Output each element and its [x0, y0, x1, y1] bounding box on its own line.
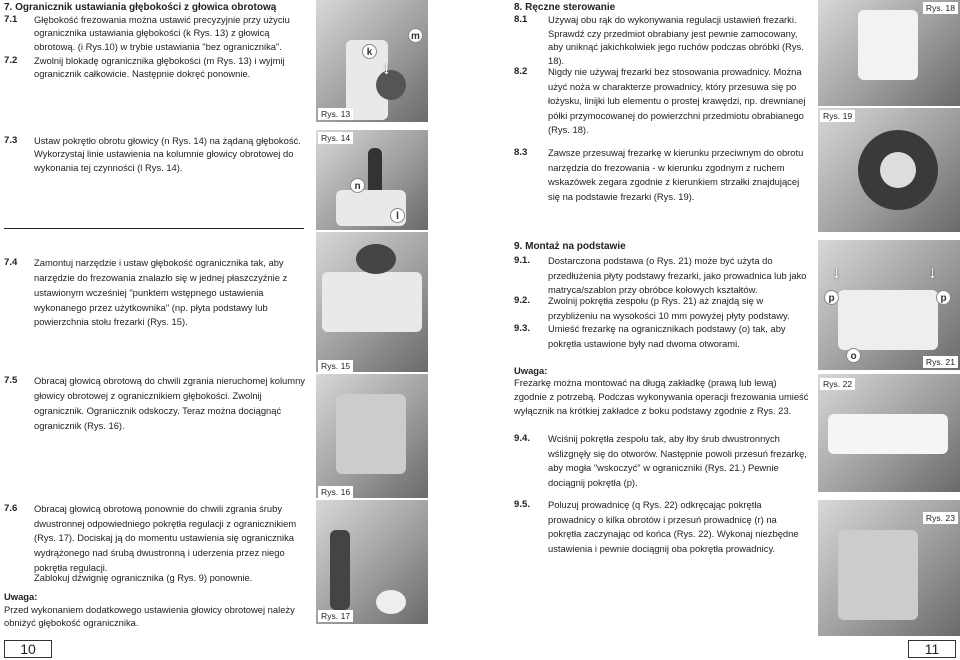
figure-caption: Rys. 23 — [923, 512, 958, 524]
step-7-4-text: Zamontuj narzędzie i ustaw głębokość ogranicznika tak, aby narzędzie do frezowania znalazło się w jednej płaszczyźnie z ustawionym wcześniej "punktem wstępnego ustawienia wykonanego przez użytkownika" (np. płyta podstawy lub powierzchnia stołu frezarki (Rys. 15). — [34, 257, 288, 328]
figure-rys-21-main — [818, 240, 960, 370]
badge-l: l — [390, 208, 405, 223]
figure-rys-15 — [316, 232, 428, 372]
step-number: 8.3 — [514, 147, 528, 158]
arrow-icon: ↓ — [928, 262, 937, 282]
badge-n: n — [350, 178, 365, 193]
section-9-title: 9. Montaż na podstawie — [514, 241, 626, 252]
step-number: 7.3 — [4, 135, 18, 146]
step-8-1-text: Używaj obu rąk do wykonywania regulacji ustawień frezarki. — [548, 14, 797, 25]
step-9-1-text: Dostarczona podstawa (o Rys. 21) może być użyta do przedłużenia płyty podstawy frezarki, jako prowadnica lub jako matryca/szablon przy obróbce kołowych kształtów. — [548, 255, 807, 296]
figure-rys-23 — [818, 500, 960, 636]
step-9-5-text: Poluzuj prowadnicę (q Rys. 22) odkręcając pokrętła prowadnicy o kilka obrotów i przesuń prowadnicę (r) na pokrętła zaczynając od końca (Rys. 22). Wykonaj niezbędne ustawienia i pewnie dociągnij oba pokrętła prowadnicy. — [548, 499, 799, 555]
badge-o: o — [846, 348, 861, 363]
step-7-3-text: Ustaw pokrętło obrotu głowicy (n Rys. 14) na żądaną głębokość. Wykorzystaj linie ustawienia na kolumnie głowicy obrotowej do wykonania tej czynności (l Rys. 14). — [34, 135, 301, 173]
step-number: 9.2. — [514, 295, 531, 306]
arrow-icon: ↓ — [832, 262, 841, 282]
step-number: 7.2 — [4, 55, 18, 66]
step-7-2-text: Zwolnij blokadę ogranicznika głębokości (m Rys. 13) i wyjmij ogranicznik całkowicie. Następnie dokręć ponownie. — [34, 55, 285, 80]
figure-caption: Rys. 16 — [318, 486, 353, 498]
figure-rys-22 — [818, 374, 960, 492]
note-label: Uwaga: — [514, 365, 548, 376]
step-9-3-text: Umieść frezarkę na ogranicznikach podstawy (o) tak, aby pokrętła ustawione były nad dwoma otworami. — [548, 323, 786, 349]
figure-caption: Rys. 19 — [820, 110, 855, 122]
step-7-1-text: Głębokość frezowania można ustawić precyzyjnie przy użyciu ogranicznika ustawiania głębokości (k Rys. 13) z głowicą obrotową. (i Rys.10) w trybie ustawiania "bez ogranicznika". — [34, 14, 290, 52]
step-7-6-text: Obracaj głowicą obrotową ponownie do chwili zgrania śruby dwustronnej odpowiedniego pokrętła regulacji z ogranicznikiem (Rys. 17). Dociskaj ją do momentu ustawienia się ogranicznika wydrążonego nad śrubą dwustronną i uderzenia przez niego pokrętła regulacji. — [34, 503, 297, 573]
figure-rys-19 — [818, 108, 960, 232]
figure-rys-16 — [316, 374, 428, 498]
figure-caption: Rys. 17 — [318, 610, 353, 622]
arrow-icon: ↓ — [382, 58, 391, 78]
step-number: 9.3. — [514, 323, 531, 334]
step-8-2-text: Nigdy nie używaj frezarki bez stosowania prowadnicy. Można użyć noża w charakterze prowadnicy, który przesuwa się po łożysku, linijki lub elementu o prostej krawędzi, np. drewnianej półki przymocowanej do powierzchni przedmiotu obrabianego (Rys. 18). — [548, 66, 806, 136]
page-number-left: 10 — [4, 640, 52, 658]
figure-rys-18 — [818, 0, 960, 106]
section-8-title: 8. Ręczne sterowanie — [514, 2, 616, 13]
step-number: 8.1 — [514, 14, 528, 25]
figure-caption: Rys. 14 — [318, 132, 353, 144]
figure-caption: Rys. 21 — [923, 356, 958, 368]
badge-p: p — [936, 290, 951, 305]
step-number: 9.4. — [514, 433, 531, 444]
step-7-5-text: Obracaj głowicą obrotową do chwili zgrania nieruchomej kolumny głowicy obrotowej z ogranicznikiem głębokości. Zwolnij ogranicznik. Ogranicznik odskoczy. Teraz można dociągnąć ogranicznik (Rys. 16). — [34, 375, 305, 431]
figure-caption: Rys. 15 — [318, 360, 353, 372]
note-label: Uwaga: — [4, 591, 38, 602]
figure-caption: Rys. 22 — [820, 378, 855, 390]
step-8-3-text: Zawsze przesuwaj frezarkę w kierunku przeciwnym do obrotu narzędzia do frezowania - w kierunku zgodnym z ruchem wskazówek zegara zgodnie z kierunkiem strzałki znajdującej się na podstawie frezarki (Rys. 19). — [548, 147, 804, 202]
step-number: 7.5 — [4, 375, 18, 386]
page-number-right: 11 — [908, 640, 956, 658]
section-7-title: 7. Ogranicznik ustawiania głębokości z głowica obrotową — [4, 2, 277, 13]
step-number: 9.1. — [514, 255, 531, 266]
note-text: Frezarkę można montować na długą zakładkę (prawą lub lewą) zgodnie z potrzebą. Podczas wykonywania operacji frezowania umieść wyłącznik na krótkiej zakładce z boku podstawy zgodnie z Rys. 23. — [514, 377, 809, 417]
figure-rys-13 — [316, 0, 428, 122]
step-number: 9.5. — [514, 499, 531, 510]
step-9-4-text: Wciśnij pokrętła zespołu tak, aby łby śrub dwustronnych wślizgnęły się do otworów. Następnie powoli przesuń frezarkę, aby mogła "wskoczyć" w ograniczniki (Rys. 21.) Pewnie dociągnij pokrętła (p). — [548, 433, 807, 489]
figure-caption: Rys. 13 — [318, 108, 353, 120]
figure-caption: Rys. 18 — [923, 2, 958, 14]
badge-p: p — [824, 290, 839, 305]
divider — [4, 228, 304, 229]
step-9-2-text: Zwolnij pokrętła zespołu (p Rys. 21) aż znajdą się w przybliżeniu na wysokości 10 mm powyżej płyty podstawy. — [548, 295, 790, 321]
step-7-6-note: Zablokuj dźwignię ogranicznika (g Rys. 9) ponownie. — [34, 572, 253, 583]
step-number: 7.6 — [4, 503, 18, 514]
badge-m: m — [408, 28, 423, 43]
badge-k: k — [362, 44, 377, 59]
figure-rys-14 — [316, 130, 428, 230]
step-number: 7.1 — [4, 14, 18, 25]
figure-rys-17 — [316, 500, 428, 624]
step-number: 8.2 — [514, 66, 528, 77]
note-text: Przed wykonaniem dodatkowego ustawienia głowicy obrotowej należy obniżyć głębokość ogranicznika. — [4, 604, 295, 629]
step-8-1-sub: Sprawdź czy przedmiot obrabiany jest pewnie zamocowany, aby uniknąć jakichkolwiek jego ruchów podczas obróbki (Rys. 18). — [548, 28, 804, 66]
step-number: 7.4 — [4, 257, 18, 268]
